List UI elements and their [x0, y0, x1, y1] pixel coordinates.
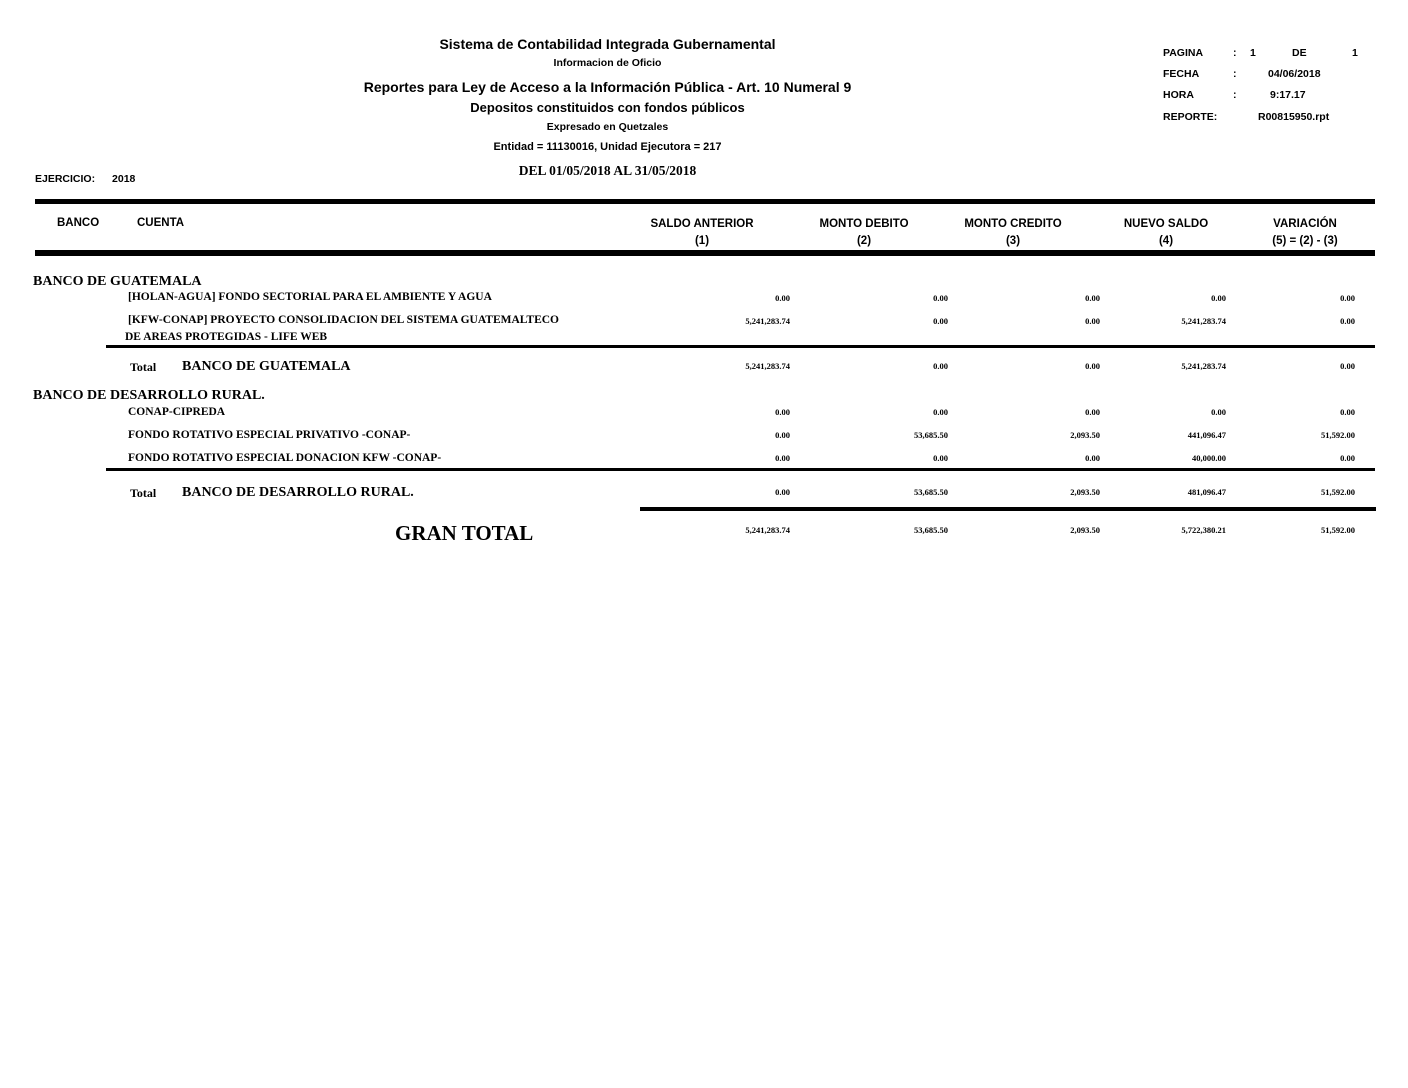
total-monto-debito: 53,685.50 [914, 487, 948, 497]
divider-section2 [106, 468, 1375, 471]
grand-total-monto-credito: 2,093.50 [1070, 525, 1100, 535]
amount-monto-debito: 0.00 [933, 453, 948, 463]
amount-saldo-anterior: 5,241,283.74 [745, 316, 790, 326]
amount-saldo-anterior: 0.00 [775, 453, 790, 463]
ejercicio-row [35, 173, 135, 185]
account-name: FONDO ROTATIVO ESPECIAL PRIVATIVO -CONAP- [128, 429, 411, 441]
meta-fecha-row [1163, 68, 1383, 84]
total-variacion: 51,592.00 [1321, 487, 1355, 497]
hora-label: HORA [1163, 89, 1194, 101]
column-header-monto-credito-label: MONTO CREDITO [964, 218, 1062, 230]
pagina-de-label: DE [1292, 47, 1307, 59]
fecha-value: 04/06/2018 [1268, 68, 1321, 80]
column-header-monto-debito-label: MONTO DEBITO [819, 218, 909, 230]
grand-total-variacion: 51,592.00 [1321, 525, 1355, 535]
total-nuevo-saldo: 481,096.47 [1187, 487, 1226, 497]
total-nuevo-saldo: 5,241,283.74 [1181, 361, 1226, 371]
total-monto-credito: 2,093.50 [1070, 487, 1100, 497]
amount-nuevo-saldo: 5,241,283.74 [1181, 316, 1226, 326]
amount-monto-debito: 0.00 [933, 293, 948, 303]
column-header-saldo-anterior-label: SALDO ANTERIOR [650, 218, 754, 230]
amount-nuevo-saldo: 0.00 [1211, 293, 1226, 303]
report-period-line: DEL 01/05/2018 AL 31/05/2018 [518, 163, 697, 178]
divider-section1 [106, 345, 1375, 348]
meta-reporte-row [1163, 111, 1383, 127]
report-title: Sistema de Contabilidad Integrada Gubernamental [439, 36, 776, 52]
account-name: CONAP-CIPREDA [128, 406, 226, 418]
grand-total-monto-debito: 53,685.50 [914, 525, 948, 535]
pagina-value: 1 [1250, 47, 1256, 59]
amount-monto-debito: 0.00 [933, 407, 948, 417]
column-header-monto-credito-number: (3) [1005, 235, 1021, 247]
section-bank-name: BANCO DE GUATEMALA [33, 274, 202, 289]
total-label: Total [130, 486, 157, 500]
grand-total-nuevo-saldo: 5,722,380.21 [1181, 525, 1226, 535]
divider-grand-total [640, 507, 1376, 511]
column-header-variacion-number: (5) = (2) - (3) [1272, 235, 1338, 247]
column-header-cuenta: CUENTA [137, 217, 185, 229]
amount-nuevo-saldo: 441,096.47 [1187, 430, 1226, 440]
ejercicio-label: EJERCICIO: [35, 173, 96, 185]
amount-variacion: 0.00 [1340, 407, 1355, 417]
amount-monto-credito: 0.00 [1085, 316, 1100, 326]
report-subtitle-oficio: Informacion de Oficio [553, 57, 662, 69]
amount-monto-credito: 0.00 [1085, 407, 1100, 417]
divider-top [35, 199, 1375, 204]
reporte-label: REPORTE: [1163, 111, 1218, 123]
amount-variacion: 0.00 [1340, 453, 1355, 463]
column-header-nuevo-saldo-number: (4) [1158, 235, 1174, 247]
account-name: FONDO ROTATIVO ESPECIAL DONACION KFW -CONAP- [128, 452, 442, 464]
total-saldo-anterior: 5,241,283.74 [745, 361, 790, 371]
amount-monto-debito: 53,685.50 [914, 430, 948, 440]
column-header-variacion [1215, 216, 1395, 250]
amount-variacion: 0.00 [1340, 316, 1355, 326]
pagina-label: PAGINA [1163, 47, 1204, 59]
fecha-colon: : [1233, 68, 1237, 80]
report-entity-line: Entidad = 11130016, Unidad Ejecutora = 217 [493, 141, 722, 153]
report-subtitle-expresado: Expresado en Quetzales [546, 121, 669, 133]
section-bank-name: BANCO DE DESARROLLO RURAL. [33, 388, 265, 403]
account-name: [KFW-CONAP] PROYECTO CONSOLIDACION DEL SISTEMA GUATEMALTECO [128, 314, 559, 326]
total-saldo-anterior: 0.00 [775, 487, 790, 497]
total-label: Total [130, 360, 157, 374]
amount-nuevo-saldo: 40,000.00 [1192, 453, 1226, 463]
meta-hora-row [1163, 89, 1383, 105]
total-variacion: 0.00 [1340, 361, 1355, 371]
column-header-saldo-anterior [612, 216, 792, 250]
column-header-monto-debito-number: (2) [856, 235, 872, 247]
grand-total-saldo-anterior: 5,241,283.74 [745, 525, 790, 535]
divider-header-bottom [35, 250, 1375, 256]
amount-variacion: 0.00 [1340, 293, 1355, 303]
amount-monto-credito: 2,093.50 [1070, 430, 1100, 440]
pagina-total-value: 1 [1352, 47, 1358, 59]
ejercicio-value: 2018 [112, 173, 136, 185]
amount-monto-credito: 0.00 [1085, 293, 1100, 303]
amount-monto-credito: 0.00 [1085, 453, 1100, 463]
reporte-value: R00815950.rpt [1258, 111, 1330, 123]
pagina-colon: : [1233, 47, 1237, 59]
total-monto-debito: 0.00 [933, 361, 948, 371]
amount-saldo-anterior: 0.00 [775, 430, 790, 440]
amount-nuevo-saldo: 0.00 [1211, 407, 1226, 417]
amount-saldo-anterior: 0.00 [775, 293, 790, 303]
hora-value: 9:17.17 [1270, 89, 1306, 101]
hora-colon: : [1233, 89, 1237, 101]
account-name-line2: DE AREAS PROTEGIDAS - LIFE WEB [125, 331, 328, 343]
column-header-variacion-label: VARIACIÓN [1273, 218, 1337, 230]
column-header-nuevo-saldo-label: NUEVO SALDO [1123, 218, 1209, 230]
total-bank-name: BANCO DE DESARROLLO RURAL. [182, 485, 414, 500]
report-subtitle-depositos: Depositos constituidos con fondos públicos [470, 100, 745, 115]
grand-total-label: GRAN TOTAL [395, 521, 534, 545]
total-bank-name: BANCO DE GUATEMALA [182, 359, 351, 374]
account-name: [HOLAN-AGUA] FONDO SECTORIAL PARA EL AMBIENTE Y AGUA [128, 291, 492, 303]
amount-variacion: 51,592.00 [1321, 430, 1355, 440]
fecha-label: FECHA [1163, 68, 1200, 80]
column-header-saldo-anterior-number: (1) [694, 235, 710, 247]
amount-saldo-anterior: 0.00 [775, 407, 790, 417]
meta-pagina-row [1163, 47, 1383, 63]
total-monto-credito: 0.00 [1085, 361, 1100, 371]
report-subtitle-ley: Reportes para Ley de Acceso a la Información Pública - Art. 10 Numeral 9 [363, 79, 852, 95]
column-header-banco: BANCO [57, 217, 100, 229]
amount-monto-debito: 0.00 [933, 316, 948, 326]
